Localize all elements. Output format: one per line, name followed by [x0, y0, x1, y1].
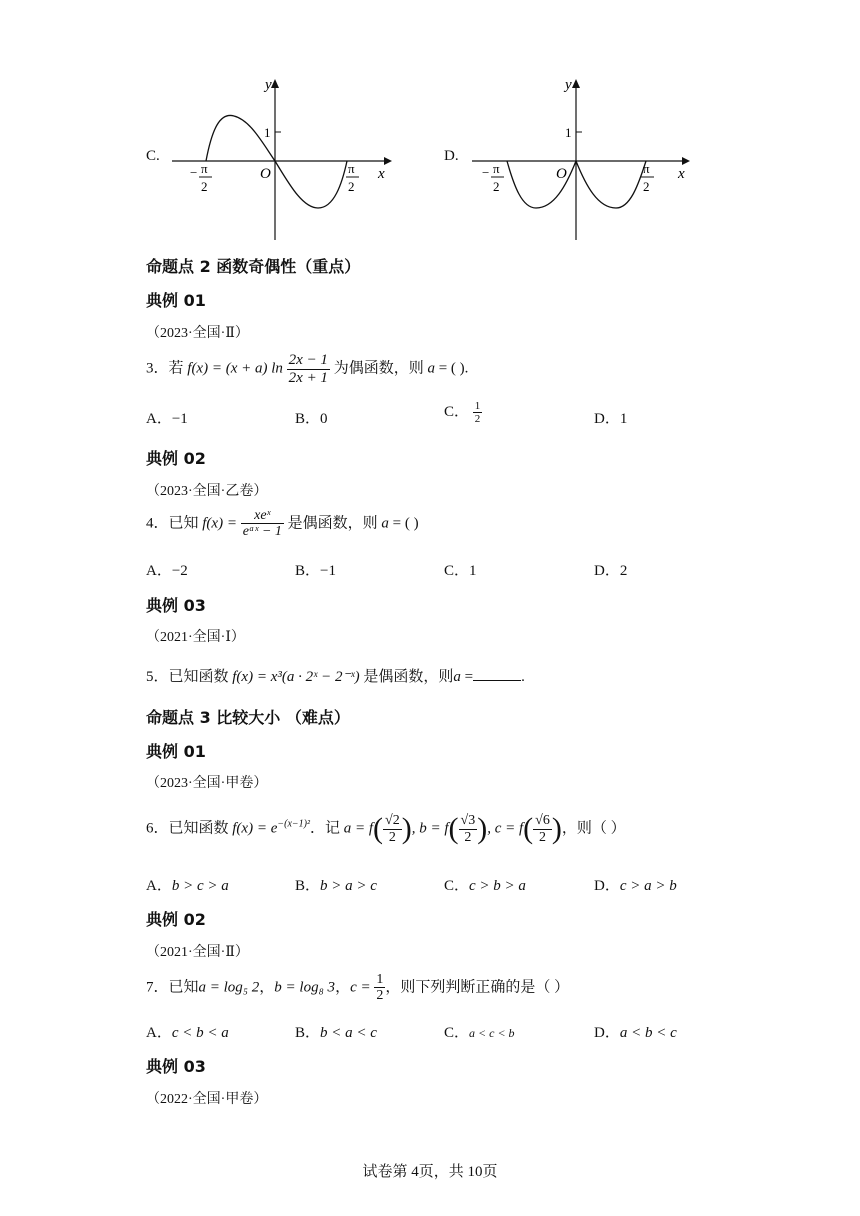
q3-option-c: C． $\frac{1}{2}$ [444, 400, 481, 426]
example-3-1-heading: 典例 01 [146, 742, 206, 761]
q3-option-b: B．0 [295, 411, 328, 427]
graph-c-y-label: y [265, 77, 272, 93]
q4-option-a: A．−2 [146, 563, 188, 579]
q7-option-b: B．b < a < c [295, 1025, 377, 1041]
graph-c-neg-num: π [201, 161, 208, 176]
graph-d-pos-num: π [643, 161, 650, 176]
question-4-fraction: $\frac{\text{xeˣ}}{\text{eᵃˣ − 1}}$ [242, 508, 282, 540]
graph-c-x-label: x [378, 166, 385, 182]
q4-option-d: D．2 [594, 563, 628, 579]
example-2-2-heading: 典例 02 [146, 449, 206, 468]
section-3-title: 命题点 3 比较大小 （难点） [146, 708, 350, 727]
q7-option-c: C．a < c < b [444, 1025, 515, 1041]
graph-c-one: 1 [264, 125, 271, 140]
example-2-2-source: （2023·全国·乙卷） [146, 484, 268, 499]
graph-d-one: 1 [565, 125, 572, 140]
answer-blank [473, 666, 521, 681]
graph-c-neg-den: 2 [201, 179, 208, 194]
graph-c-origin: O [260, 166, 271, 182]
option-d-label: D. [444, 148, 459, 164]
example-3-3-source: （2022·全国·甲卷） [146, 1092, 268, 1107]
graph-d-neg-sign: − [482, 165, 490, 180]
graph-d-neg-num: π [493, 161, 500, 176]
graph-c [170, 74, 400, 244]
graph-d-pos-den: 2 [643, 179, 650, 194]
example-3-3-heading: 典例 03 [146, 1057, 206, 1076]
page-footer: 试卷第 4页，共 10页 [362, 1164, 498, 1180]
question-5: 5．已知函数 f(x) = x³(a · 2ˣ − 2⁻ˣ) 是偶函数，则a = . [146, 665, 525, 686]
example-2-3-source: （2021·全国·Ⅰ） [146, 630, 245, 645]
question-6: 6．已知函数 $f(x) = e^{-(x-1)^2}$．记 a = f( $\frac{√2}{2}$ ), b = f( $\frac{√3}{2}$ ), c = f( $\frac{√6}{2}$ )，则（ ） [146, 812, 626, 845]
graph-d [470, 74, 700, 244]
graph-c-pos-num: π [348, 161, 355, 176]
question-3: 3．若 f(x) = (x + a) ln $\frac{2x - 1}{2x + 1}$ 为偶函数，则 a = ( ). [146, 352, 469, 386]
graph-c-neg-sign: − [190, 165, 198, 180]
section-2-title: 命题点 2 函数奇偶性（重点） [146, 257, 361, 276]
q6-option-c: C．c > b > a [444, 878, 526, 894]
q6-option-d: D．c > a > b [594, 878, 677, 894]
graph-c-pos-den: 2 [348, 179, 355, 194]
option-c-label: C. [146, 148, 160, 164]
q7-option-a: A．c < b < a [146, 1025, 229, 1041]
example-2-3-heading: 典例 03 [146, 596, 206, 615]
q4-option-c: C．1 [444, 563, 477, 579]
q4-option-b: B．−1 [295, 563, 336, 579]
example-3-1-source: （2023·全国·甲卷） [146, 776, 268, 791]
question-4: 4．已知 f(x) = $\frac{\text{xeˣ}}{\text{eᵃˣ − 1}}$ 是偶函数，则 a = ( ) [146, 508, 419, 540]
graph-d-y-label: y [565, 77, 572, 93]
q3-option-d: D．1 [594, 411, 628, 427]
example-3-2-heading: 典例 02 [146, 910, 206, 929]
graph-d-x-label: x [678, 166, 685, 182]
graph-d-neg-den: 2 [493, 179, 500, 194]
example-2-1-source: （2023·全国·Ⅱ） [146, 326, 249, 341]
q6-option-b: B．b > a > c [295, 878, 377, 894]
q3-option-a: A．−1 [146, 411, 188, 427]
q6-option-a: A．b > c > a [146, 878, 229, 894]
example-2-1-heading: 典例 01 [146, 291, 206, 310]
example-3-2-source: （2021·全国·Ⅱ） [146, 945, 249, 960]
q7-option-d: D．a < b < c [594, 1025, 677, 1041]
graph-d-origin: O [556, 166, 567, 182]
question-7: 7．已知a = log₅ 2，b = log₈ 3，c = $\frac{1}{2}$ ，则下列判断正确的是（ ） [146, 972, 570, 1004]
question-3-fraction: $\frac{2x - 1}{2x + 1}$ [288, 352, 328, 386]
